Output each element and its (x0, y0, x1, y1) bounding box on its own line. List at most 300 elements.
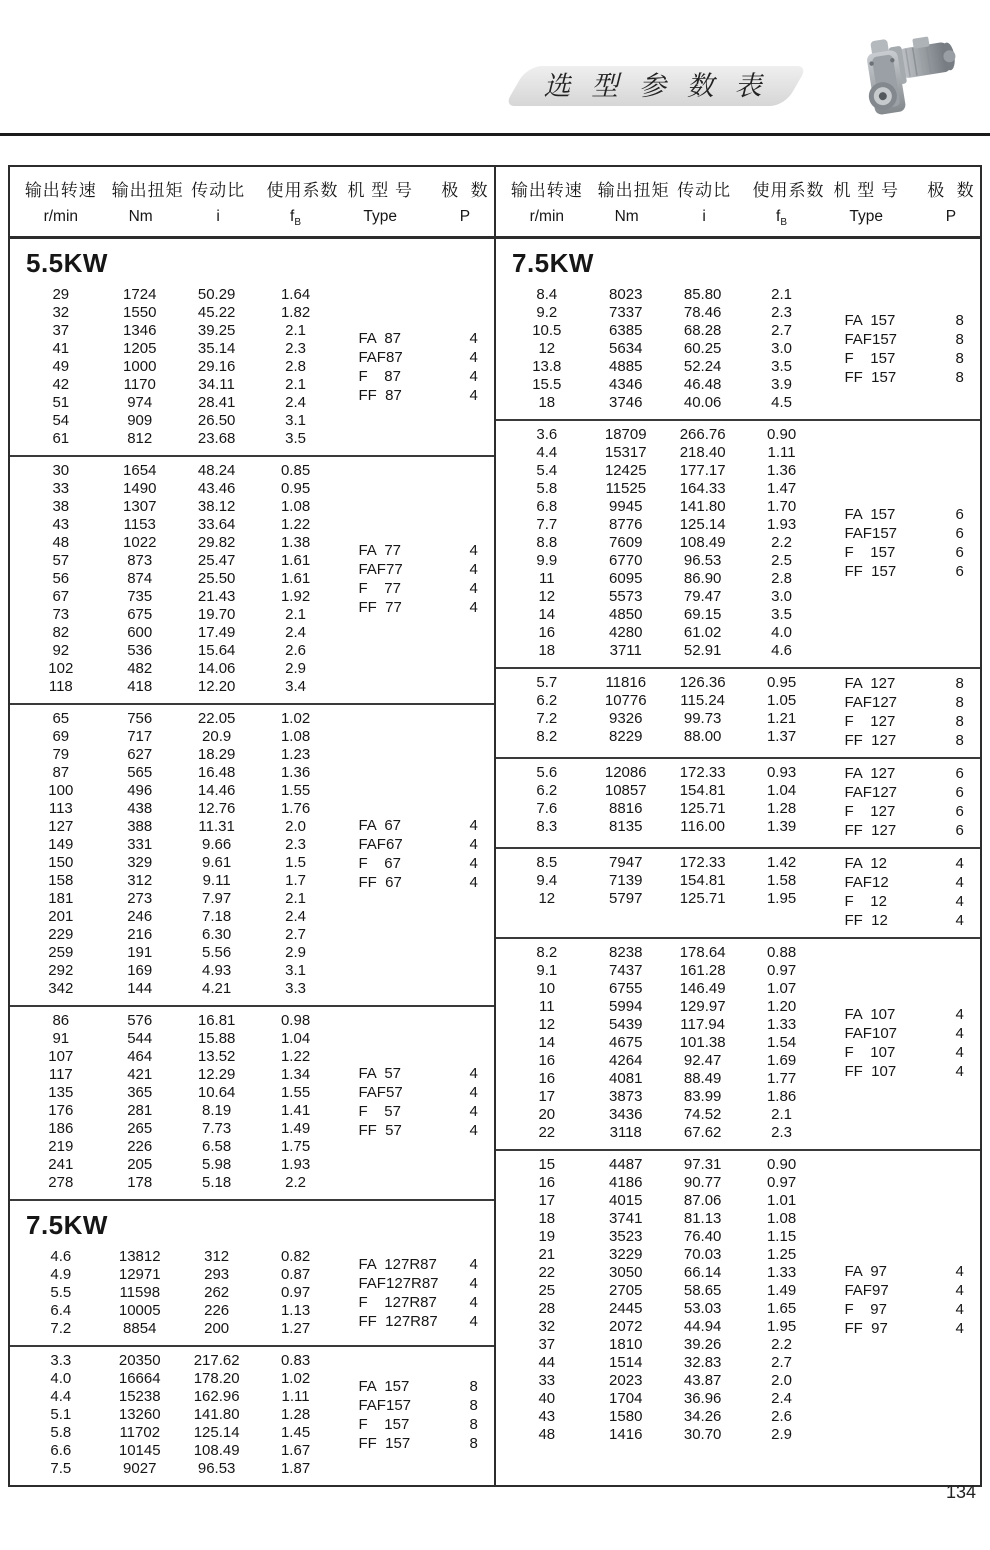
poles-value: 4 (955, 1025, 964, 1043)
torque-cell: 12425 (604, 462, 647, 480)
data-rows (496, 1156, 835, 1444)
data-block (496, 669, 980, 757)
fb-cell: 2.4 (285, 624, 306, 642)
fb-cell: 3.1 (285, 412, 306, 430)
fb-cell: 2.1 (285, 606, 306, 624)
ratio-cell: 12.76 (197, 800, 236, 818)
data-rows (496, 854, 835, 930)
fb-cell: 1.47 (766, 480, 797, 498)
speed-cell: 107 (48, 1048, 74, 1066)
speed-cell: 4.6 (50, 1248, 72, 1266)
ratio-cell: 7.97 (202, 890, 232, 908)
table-row (496, 340, 835, 358)
poles-value: 4 (955, 855, 964, 873)
speed-cell: 342 (48, 980, 74, 998)
ratio-cell: 9.61 (202, 854, 232, 872)
fb-cell: 3.5 (285, 430, 306, 448)
table-row (496, 480, 835, 498)
fb-cell: 1.61 (280, 570, 311, 588)
torque-cell: 16664 (118, 1370, 161, 1388)
type-label: FAF157 (358, 1397, 411, 1415)
poles-value: 4 (469, 1084, 478, 1102)
fb-cell: 1.76 (280, 800, 311, 818)
ratio-cell: 48.24 (197, 462, 236, 480)
ratio-cell: 141.80 (679, 498, 726, 516)
table-row (496, 1124, 835, 1142)
torque-cell: 8854 (123, 1320, 157, 1338)
type-label: FA 12 (844, 855, 888, 873)
ratio-cell: 4.93 (202, 962, 232, 980)
ratio-cell: 92.47 (683, 1052, 722, 1070)
poles-value: 4 (955, 1263, 964, 1281)
ratio-cell: 85.80 (683, 286, 722, 304)
speed-cell: 17 (538, 1192, 556, 1210)
table-row (496, 1390, 835, 1408)
speed-cell: 201 (48, 908, 74, 926)
ratio-cell: 36.96 (683, 1390, 722, 1408)
fb-cell: 1.67 (280, 1442, 311, 1460)
torque-cell: 8229 (609, 728, 643, 746)
fb-cell: 1.64 (280, 286, 311, 304)
torque-cell: 11598 (119, 1284, 161, 1302)
data-block (496, 759, 980, 847)
ratio-cell: 96.53 (683, 552, 722, 570)
speed-cell: 16 (538, 1174, 556, 1192)
fb-cell: 1.42 (766, 854, 797, 872)
table-row (10, 1248, 349, 1266)
type-label: F 97 (844, 1301, 887, 1319)
type-line (358, 1121, 494, 1140)
type-line (844, 311, 980, 330)
table-row (496, 1228, 835, 1246)
torque-cell: 873 (127, 552, 153, 570)
table-row (10, 872, 349, 890)
data-block (10, 1007, 494, 1199)
ratio-cell: 218.40 (679, 444, 726, 462)
fb-cell: 1.39 (766, 818, 797, 836)
speed-cell: 9.1 (536, 962, 558, 980)
ratio-cell: 9.11 (202, 872, 231, 890)
table-row (496, 1426, 835, 1444)
ratio-cell: 125.71 (679, 800, 726, 818)
fb-cell: 1.01 (766, 1192, 797, 1210)
type-label: FF 67 (358, 874, 402, 892)
ratio-cell: 67.62 (683, 1124, 722, 1142)
speed-cell: 3.3 (50, 1352, 72, 1370)
column-header-en: Type (363, 208, 398, 225)
ratio-cell: 108.49 (193, 1442, 240, 1460)
speed-cell: 65 (52, 710, 70, 728)
ratio-cell: 101.38 (679, 1034, 726, 1052)
data-block (496, 849, 980, 937)
torque-cell: 6095 (609, 570, 643, 588)
column-header (436, 176, 494, 228)
ratio-cell: 14.06 (197, 660, 236, 678)
column-header-en (267, 208, 325, 228)
fb-cell: 0.93 (766, 764, 797, 782)
fb-cell: 1.77 (766, 1070, 797, 1088)
data-block (496, 281, 980, 419)
torque-cell: 1022 (123, 534, 157, 552)
column-header (811, 176, 922, 228)
torque-cell: 281 (127, 1102, 153, 1120)
table-row (10, 710, 349, 728)
torque-cell: 15317 (604, 444, 647, 462)
type-line (844, 1262, 980, 1281)
table-row (10, 1406, 349, 1424)
poles-value: 4 (469, 836, 478, 854)
poles-value: 4 (469, 1294, 478, 1312)
speed-cell: 5.7 (536, 674, 558, 692)
poles-value: 8 (955, 369, 964, 387)
ratio-cell: 12.20 (197, 678, 236, 696)
fb-cell: 1.5 (285, 854, 306, 872)
table-row (496, 1052, 835, 1070)
table-row (496, 1016, 835, 1034)
column-header-cn: 极 数 (927, 181, 975, 200)
page-number: 134 (945, 1482, 976, 1502)
fb-cell: 2.0 (771, 1372, 792, 1390)
poles-value: 4 (469, 874, 478, 892)
table-row (496, 462, 835, 480)
column-header-en: i (702, 208, 706, 225)
ratio-cell: 19.70 (197, 606, 236, 624)
ratio-cell: 39.26 (683, 1336, 722, 1354)
table-row (496, 588, 835, 606)
torque-cell: 1346 (123, 322, 157, 340)
fb-cell: 1.41 (280, 1102, 311, 1120)
ratio-cell: 161.28 (679, 962, 726, 980)
torque-cell: 1170 (123, 376, 156, 394)
table-row (10, 1460, 349, 1478)
type-label: FA 87 (358, 330, 402, 348)
poles-value: 4 (955, 874, 964, 892)
speed-cell: 278 (48, 1174, 74, 1192)
table-row (10, 1370, 349, 1388)
fb-cell: 2.1 (771, 1106, 792, 1124)
fb-cell: 2.6 (285, 642, 306, 660)
speed-cell: 51 (52, 394, 70, 412)
ratio-cell: 178.64 (679, 944, 726, 962)
type-list (349, 462, 494, 696)
data-rows (496, 286, 835, 412)
poles-value: 4 (469, 1313, 478, 1331)
speed-cell: 73 (52, 606, 70, 624)
speed-cell: 5.6 (536, 764, 558, 782)
ratio-cell: 141.80 (193, 1406, 240, 1424)
speed-cell: 38 (52, 498, 70, 516)
type-label: F 57 (358, 1103, 401, 1121)
fb-cell: 1.55 (280, 782, 311, 800)
ratio-cell: 117.94 (680, 1016, 726, 1034)
type-list (349, 1012, 494, 1192)
ratio-cell: 18.29 (197, 746, 236, 764)
table-row (10, 412, 349, 430)
table-row (496, 728, 835, 746)
speed-cell: 16 (538, 624, 556, 642)
ratio-cell: 8.19 (202, 1102, 232, 1120)
fb-cell: 2.4 (285, 394, 306, 412)
fb-cell: 1.86 (766, 1088, 797, 1106)
fb-cell: 1.04 (766, 782, 797, 800)
poles-value: 8 (955, 675, 964, 693)
fb-cell: 2.3 (285, 836, 306, 854)
fb-cell: 3.0 (771, 340, 792, 358)
fb-subscript: B (780, 217, 788, 229)
torque-cell: 600 (127, 624, 153, 642)
table-row (10, 570, 349, 588)
speed-cell: 6.6 (50, 1442, 72, 1460)
fb-cell: 1.61 (280, 552, 311, 570)
table-row (10, 1102, 349, 1120)
torque-cell: 331 (127, 836, 153, 854)
type-label: FF 12 (844, 912, 888, 930)
column-header-cn: 使用系数 (266, 181, 339, 200)
speed-cell: 14 (538, 606, 556, 624)
title-banner (506, 66, 806, 106)
table-row (496, 534, 835, 552)
poles-value: 8 (955, 350, 964, 368)
ratio-cell: 13.52 (197, 1048, 236, 1066)
selection-parameter-tables (8, 165, 982, 1487)
poles-value: 6 (955, 784, 964, 802)
type-label: FF 157 (844, 369, 897, 387)
type-line (358, 598, 494, 617)
type-line (844, 802, 980, 821)
table-row (496, 1088, 835, 1106)
table-row (10, 552, 349, 570)
ratio-cell: 115.24 (680, 692, 726, 710)
speed-cell: 19 (538, 1228, 556, 1246)
column-header-en: i (216, 208, 220, 225)
type-line (358, 1293, 494, 1312)
speed-cell: 10.5 (532, 322, 562, 340)
data-rows (10, 710, 349, 998)
torque-cell: 7337 (609, 304, 643, 322)
type-list (835, 286, 980, 412)
torque-cell: 12086 (604, 764, 647, 782)
table-header-row (10, 167, 494, 239)
torque-cell: 3229 (609, 1246, 643, 1264)
poles-value: 4 (955, 912, 964, 930)
fb-cell: 1.28 (280, 1406, 311, 1424)
fb-cell: 2.3 (285, 340, 306, 358)
type-line (844, 330, 980, 349)
ratio-cell: 12.29 (197, 1066, 236, 1084)
torque-cell: 178 (127, 1174, 153, 1192)
fb-cell: 4.6 (771, 642, 792, 660)
table-row (10, 926, 349, 944)
fb-cell: 1.45 (280, 1424, 311, 1442)
ratio-cell: 83.99 (683, 1088, 722, 1106)
speed-cell: 18 (538, 394, 556, 412)
fb-cell: 1.58 (766, 872, 797, 890)
ratio-cell: 29.16 (197, 358, 236, 376)
table-row (496, 1106, 835, 1124)
speed-cell: 292 (48, 962, 74, 980)
type-label: FAF157 (844, 525, 897, 543)
fb-cell: 1.08 (766, 1210, 797, 1228)
ratio-cell: 226 (204, 1302, 230, 1320)
ratio-cell: 164.33 (679, 480, 726, 498)
power-rating-label: 5.5KW (26, 248, 108, 279)
torque-cell: 4346 (609, 376, 643, 394)
torque-cell: 265 (127, 1120, 153, 1138)
ratio-cell: 7.18 (202, 908, 232, 926)
fb-cell: 2.4 (285, 908, 306, 926)
table-row (496, 854, 835, 872)
type-list (349, 710, 494, 998)
column-header (325, 176, 436, 228)
table-row (10, 340, 349, 358)
poles-value: 8 (955, 312, 964, 330)
ratio-cell: 6.30 (202, 926, 232, 944)
speed-cell: 44 (538, 1354, 556, 1372)
speed-cell: 12 (538, 588, 556, 606)
type-line (358, 1083, 494, 1102)
power-rating-label: 7.5KW (512, 248, 594, 279)
type-label: FA 97 (844, 1263, 888, 1281)
ratio-cell: 38.12 (197, 498, 236, 516)
speed-cell: 229 (48, 926, 74, 944)
poles-value: 4 (469, 349, 478, 367)
table-row (496, 376, 835, 394)
type-label: F 157 (358, 1416, 410, 1434)
type-label: FA 127 (844, 765, 896, 783)
type-label: FF 127 (844, 822, 897, 840)
table-row (10, 1138, 349, 1156)
type-label: F 127 (844, 803, 896, 821)
fb-cell: 4.0 (771, 624, 792, 642)
speed-cell: 5.8 (50, 1424, 72, 1442)
torque-cell: 11702 (119, 1424, 161, 1442)
poles-value: 4 (469, 387, 478, 405)
table-row (496, 642, 835, 660)
fb-cell: 2.3 (771, 1124, 792, 1142)
speed-cell: 8.3 (536, 818, 558, 836)
speed-cell: 8.2 (536, 728, 558, 746)
type-line (358, 1415, 494, 1434)
type-list (349, 286, 494, 448)
power-rating-label: 7.5KW (26, 1210, 108, 1241)
speed-cell: 48 (538, 1426, 556, 1444)
speed-cell: 117 (48, 1066, 73, 1084)
speed-cell: 25 (538, 1282, 556, 1300)
torque-cell: 9326 (609, 710, 643, 728)
data-rows (496, 426, 835, 660)
poles-value: 4 (469, 1256, 478, 1274)
torque-cell: 717 (127, 728, 153, 746)
speed-cell: 4.0 (50, 1370, 72, 1388)
table-row (10, 980, 349, 998)
poles-value: 8 (955, 732, 964, 750)
speed-cell: 22 (538, 1124, 556, 1142)
ratio-cell: 178.20 (193, 1370, 240, 1388)
poles-value: 6 (955, 544, 964, 562)
ratio-cell: 4.21 (202, 980, 232, 998)
speed-cell: 181 (48, 890, 74, 908)
ratio-cell: 125.14 (679, 516, 726, 534)
torque-cell: 3873 (609, 1088, 643, 1106)
speed-cell: 33 (52, 480, 70, 498)
ratio-cell: 58.65 (683, 1282, 722, 1300)
fb-cell: 0.97 (766, 962, 797, 980)
torque-cell: 5439 (609, 1016, 643, 1034)
fb-cell: 0.85 (280, 462, 311, 480)
fb-cell: 1.49 (766, 1282, 797, 1300)
speed-cell: 37 (52, 322, 70, 340)
ratio-cell: 90.77 (683, 1174, 722, 1192)
type-line (844, 712, 980, 731)
fb-cell: 4.5 (771, 394, 792, 412)
ratio-cell: 5.98 (202, 1156, 232, 1174)
fb-cell: 1.11 (767, 444, 796, 462)
torque-cell: 1514 (609, 1354, 643, 1372)
torque-cell: 544 (127, 1030, 153, 1048)
type-line (844, 693, 980, 712)
speed-cell: 186 (48, 1120, 74, 1138)
table-row (496, 1282, 835, 1300)
type-label: FF 127 (844, 732, 897, 750)
fb-cell: 2.1 (285, 890, 306, 908)
torque-cell: 216 (127, 926, 153, 944)
ratio-cell: 70.03 (683, 1246, 722, 1264)
type-line (844, 674, 980, 693)
fb-cell: 1.02 (280, 710, 311, 728)
fb-cell: 1.95 (766, 1318, 797, 1336)
torque-cell: 13260 (118, 1406, 161, 1424)
speed-cell: 9.9 (536, 552, 558, 570)
speed-cell: 61 (52, 430, 70, 448)
torque-cell: 3746 (609, 394, 643, 412)
poles-value: 6 (955, 803, 964, 821)
ratio-cell: 20.9 (202, 728, 232, 746)
column-header (170, 176, 267, 228)
table-row (10, 394, 349, 412)
type-label: FF 157 (358, 1435, 411, 1453)
type-label: FAF87 (358, 349, 403, 367)
torque-cell: 1490 (123, 480, 157, 498)
torque-cell: 5994 (609, 998, 643, 1016)
type-label: FF 57 (358, 1122, 402, 1140)
ratio-cell: 6.58 (202, 1138, 232, 1156)
torque-cell: 6385 (609, 322, 643, 340)
speed-cell: 9.2 (536, 304, 558, 322)
type-label: FAF107 (844, 1025, 897, 1043)
speed-cell: 18 (538, 642, 556, 660)
fb-cell: 1.33 (766, 1264, 797, 1282)
ratio-cell: 162.96 (193, 1388, 240, 1406)
fb-cell: 0.87 (280, 1266, 311, 1284)
type-line (358, 560, 494, 579)
speed-cell: 8.4 (536, 286, 558, 304)
poles-value: 4 (469, 817, 478, 835)
poles-value: 4 (469, 561, 478, 579)
fb-cell: 1.04 (280, 1030, 311, 1048)
ratio-cell: 15.64 (197, 642, 236, 660)
fb-cell: 0.98 (280, 1012, 311, 1030)
type-label: FAF67 (358, 836, 403, 854)
speed-cell: 42 (52, 376, 70, 394)
column-header-en: Nm (614, 208, 639, 225)
fb-cell: 1.08 (280, 498, 311, 516)
type-label: F 67 (358, 855, 401, 873)
column-header-en (753, 208, 811, 228)
type-line (358, 1377, 494, 1396)
torque-cell: 6770 (609, 552, 643, 570)
table-row (496, 322, 835, 340)
data-rows (496, 764, 835, 840)
